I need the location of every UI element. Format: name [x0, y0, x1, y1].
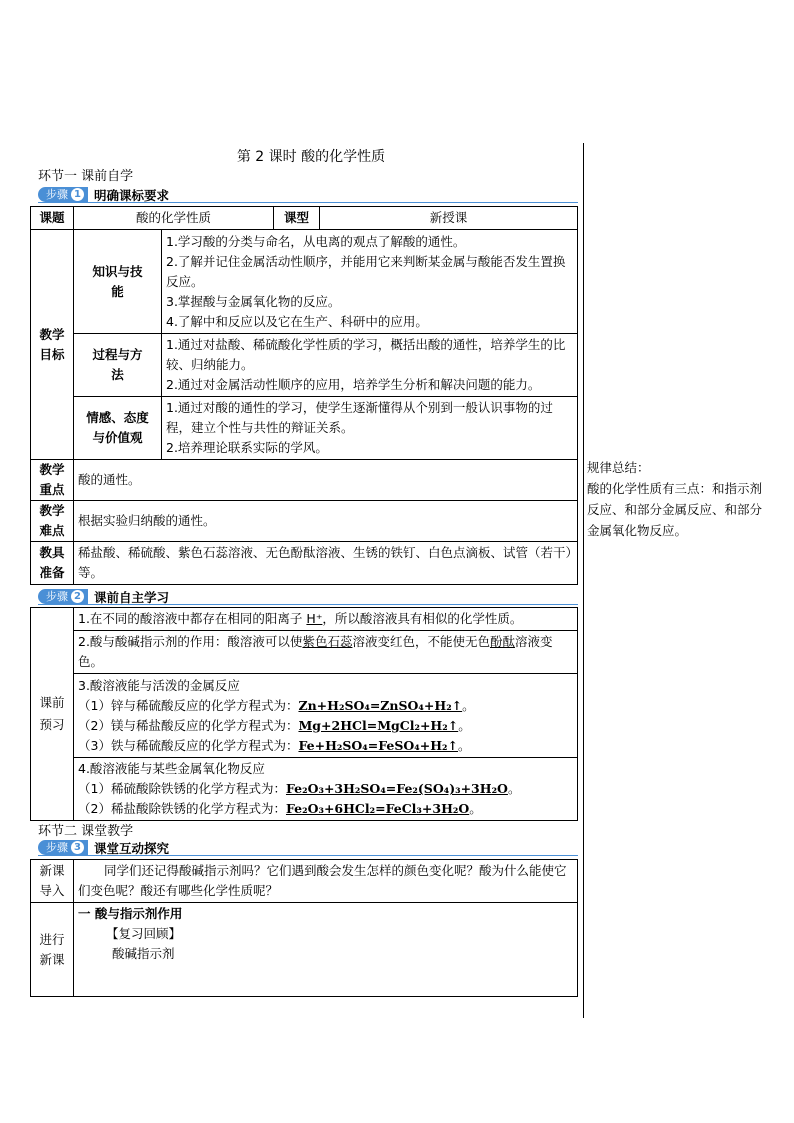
- tools-value: 稀盐酸、稀硫酸、紫色石蕊溶液、无色酚酞溶液、生锈的铁钉、白色点滴板、试管（若干）等。: [74, 542, 578, 585]
- step-number: 1: [71, 188, 84, 201]
- goal-item: 1.通过对酸的通性的学习，使学生逐渐懂得从个别到一般认识事物的过程，建立个性与共性的辩证关系。: [166, 400, 553, 435]
- goal-item: 1.学习酸的分类与命名，从电离的观点了解酸的通性。: [166, 233, 466, 249]
- tools-label: 教具准备: [31, 542, 74, 585]
- text: 溶液变红色，不能使无色: [352, 634, 490, 649]
- item-heading: 4.酸溶液能与某些金属氧化物反应: [78, 761, 265, 776]
- focus-value: 酸的通性。: [74, 460, 578, 501]
- step-number: 2: [71, 590, 84, 603]
- goal-item: 2.培养理论联系实际的学风。: [166, 440, 328, 455]
- step-label: 课堂互动探究: [94, 840, 170, 856]
- lesson-plan-table: [30, 206, 578, 585]
- step-badge: [38, 840, 88, 855]
- text: 溶液变色。: [78, 634, 553, 669]
- text: 。: [458, 717, 471, 733]
- goal-category-knowledge: 知识与技能: [74, 230, 162, 334]
- equation-line: [78, 696, 573, 716]
- preview-item-2: [74, 631, 578, 674]
- side-note-heading: 规律总结：: [587, 460, 650, 475]
- page-title: 第 2 课时 酸的化学性质: [236, 149, 386, 165]
- step-tag: 步骤: [46, 188, 68, 201]
- step-label: 课前自主学习: [94, 589, 170, 605]
- answer-ion: H⁺: [306, 611, 323, 626]
- equation-line: [78, 716, 573, 736]
- step-label: 明确课标要求: [94, 187, 170, 203]
- equation: Fe+H₂SO₄=FeSO₄+H₂↑: [298, 737, 459, 753]
- goal-item: 4.了解中和反应以及它在生产、科研中的应用。: [166, 313, 428, 329]
- text: 。: [507, 781, 521, 796]
- step-tag: 步骤: [46, 590, 68, 603]
- text: 1.在不同的酸溶液中都存在相同的阳离子: [78, 611, 303, 626]
- keti-value: 酸的化学性质: [74, 207, 274, 230]
- answer-phenolphthalein: 酚酞: [489, 634, 515, 649]
- review-heading: 【复习回顾】: [106, 926, 182, 941]
- intro-label: 新课导入: [31, 860, 74, 903]
- section-heading-1: 环节一 课前自学: [38, 169, 134, 184]
- preview-table: [30, 607, 578, 821]
- text: （2）稀盐酸除铁锈的化学方程式为：: [78, 801, 286, 816]
- class-table: [30, 859, 578, 997]
- goal-item: 2.通过对金属活动性顺序的应用，培养学生分析和解决问题的能力。: [166, 377, 541, 392]
- goal-item: 2.了解并记住金属活动性顺序，并能用它来判断某金属与酸能否发生置换反应。: [166, 253, 566, 289]
- side-note: [587, 457, 767, 541]
- kexing-value: 新授课: [320, 207, 578, 230]
- difficulty-label: 教学难点: [31, 501, 74, 542]
- lesson-heading: 一 酸与指示剂作用: [78, 906, 183, 921]
- kexing-label: 课型: [274, 207, 320, 230]
- goal-category-attitude: 情感、态度与价值观: [74, 397, 162, 460]
- equation-line: [78, 799, 573, 819]
- preview-item-1: [74, 608, 578, 631]
- text: 。: [458, 737, 471, 753]
- margin-divider: [583, 143, 584, 1018]
- side-note-text: 酸的化学性质有三点：和指示剂反应、和部分金属反应、和部分金属氧化物反应。: [587, 481, 763, 538]
- difficulty-value: 根据实验归纳酸的通性。: [74, 501, 578, 542]
- text: （3）铁与稀硫酸反应的化学方程式为：: [78, 737, 299, 753]
- step-tag: 步骤: [46, 841, 68, 854]
- goal-attitude-items: [162, 397, 578, 460]
- equation: Fe₂O₃+6HCl₂=FeCl₃+3H₂O: [285, 801, 470, 816]
- equation-line: [78, 779, 573, 799]
- goal-knowledge-items: [162, 230, 578, 334]
- step-badge: [38, 589, 88, 604]
- goal-category-process: 过程与方法: [74, 334, 162, 397]
- goal-process-items: [162, 334, 578, 397]
- preview-label: 课前预习: [31, 608, 74, 821]
- new-lesson-label: 进行新课: [31, 903, 74, 997]
- focus-label: 教学重点: [31, 460, 74, 501]
- preview-item-4: [74, 758, 578, 821]
- equation: Mg+2HCl=MgCl₂+H₂↑: [298, 717, 459, 733]
- goal-item: 3.掌握酸与金属氧化物的反应。: [166, 293, 341, 309]
- new-lesson-content: [74, 903, 578, 997]
- goal-item: 1.通过对盐酸、稀硫酸化学性质的学习，概括出酸的通性，培养学生的比较、归纳能力。: [166, 337, 566, 372]
- section-heading-2: 环节二 课堂教学: [38, 824, 134, 839]
- goals-label: 教学目标: [31, 230, 74, 460]
- step-underline: [38, 202, 578, 203]
- step-badge: [38, 187, 88, 202]
- step-1-banner: [38, 187, 169, 202]
- text: ，所以酸溶液具有相似的化学性质。: [322, 611, 523, 626]
- step-2-banner: [38, 589, 169, 604]
- keti-label: 课题: [31, 207, 74, 230]
- step-underline: [38, 604, 578, 605]
- text: 。: [462, 697, 475, 713]
- text: （2）镁与稀盐酸反应的化学方程式为：: [78, 717, 299, 733]
- text: 2.酸与酸碱指示剂的作用：酸溶液可以使: [78, 634, 303, 649]
- answer-litmus: 紫色石蕊: [302, 634, 353, 649]
- text: （1）稀硫酸除铁锈的化学方程式为：: [78, 781, 286, 796]
- equation: Fe₂O₃+3H₂SO₄=Fe₂(SO₄)₃+3H₂O: [285, 781, 508, 796]
- text: （1）锌与稀硫酸反应的化学方程式为：: [78, 697, 299, 713]
- review-line: 酸碱指示剂: [112, 946, 175, 961]
- preview-item-3: [74, 674, 578, 758]
- intro-text: 同学们还记得酸碱指示剂吗？它们遇到酸会发生怎样的颜色变化呢？酸为什么能使它们变色呢？酸还有哪些化学性质呢？: [74, 860, 578, 903]
- item-heading: 3.酸溶液能与活泼的金属反应: [78, 677, 240, 693]
- step-number: 3: [71, 841, 84, 854]
- equation-line: [78, 736, 573, 756]
- step-underline: [38, 855, 578, 856]
- step-3-banner: [38, 840, 169, 855]
- text: 。: [469, 801, 482, 816]
- equation: Zn+H₂SO₄=ZnSO₄+H₂↑: [298, 697, 463, 713]
